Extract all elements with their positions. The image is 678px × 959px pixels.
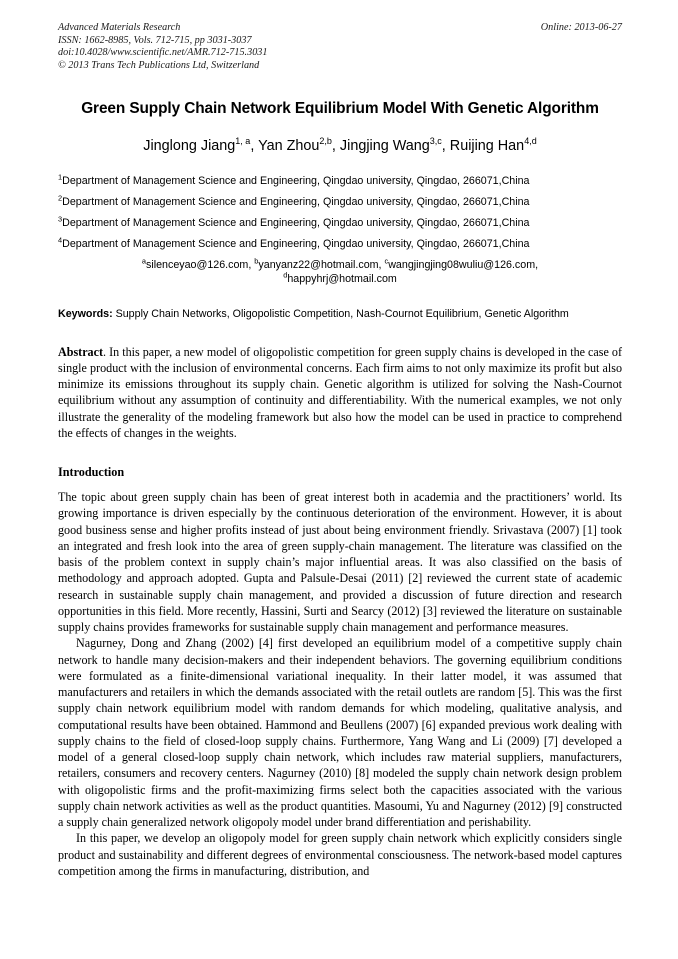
abstract-text: . In this paper, a new model of oligopolistic competition for green supply chains is developed in the case of single product with the inclusion of environmental concerns. Each firm aims to not only maximize its profit but also minimize its emissions throughout its supply chain. Genetic algorithm is utilized for solving the Nash-Cournot equilibrium without any assumption of continuity and differentiability. With the numerical examples, we not only illustrate the generality of the modeling framework but also how the model can be used in practice to comprehend the effects of changes in the weights.	[58, 344, 622, 440]
author-1	[143, 138, 250, 154]
section-heading-introduction: Introduction	[58, 465, 125, 479]
author-2	[258, 138, 332, 154]
affiliation-1	[58, 172, 622, 188]
affiliation-text: Department of Management Science and Engineering, Qingdao university, Qingdao, 266071,China	[62, 175, 530, 188]
abstract-label: Abstract	[58, 344, 104, 359]
affiliation-marker: 3	[58, 214, 63, 224]
email-marker: a	[141, 256, 146, 266]
affiliation-marker: 4	[58, 235, 63, 245]
author-3	[340, 138, 442, 154]
email-address[interactable]: silenceyao@126.com,	[146, 259, 255, 272]
affiliation-marker: 2	[58, 193, 63, 203]
doi-line: doi:10.4028/www.scientific.net/AMR.712-715.3031	[58, 47, 268, 59]
email-list	[58, 256, 622, 286]
author-list: Jinglong Jiang$^{1, a}$, Yan Zhou$^{2,b}$, Jingjing Wang$^{3,c}$, Ruijing Han$^{4,d}$	[143, 136, 537, 155]
author-name: Yan Zhou	[258, 138, 320, 155]
intro-paragraph-1: The topic about green supply chain has been of great interest both in academia and the practitioners’ world. Its growing importance is driven especially by the continuous deterioration of the environment. However, it is about good business sense and higher profits instead of just about being environment friendly. Srivastava (2007) [1] took an integrated and fresh look into the area of green supply-chain management. The literature was classified on the basis of the problem context in supply chain’s major influential areas. It was also classified on the basis of methodology and approach adopted. Gupta and Palsule-Desai (2011) [2] reviewed the current state of academic research in sustainable supply chain management, and provided a discussion of future direction and research opportunities in this field. More recently, Hassini, Surti and Searcy (2012) [3] reviewed the literature on sustainable supply chains provides frameworks for sustainable supply chain management and performance measures.	[58, 490, 622, 634]
author-affiliation-marker: 2,b	[319, 136, 332, 147]
issn-line: ISSN: 1662-8985, Vols. 712-715, pp 3031-3037	[58, 34, 252, 46]
affiliation-text: Department of Management Science and Engineering, Qingdao university, Qingdao, 266071,China	[62, 217, 530, 230]
keywords-label: Keywords:	[58, 308, 113, 321]
author-4	[450, 138, 537, 154]
page-title: Green Supply Chain Network Equilibrium Model With Genetic Algorithm	[81, 100, 599, 118]
copyright-line: © 2013 Trans Tech Publications Ltd, Switzerland	[58, 59, 260, 71]
author-affiliation-marker: 4,d	[524, 136, 537, 147]
affiliation-4	[58, 235, 622, 251]
keywords-block	[58, 308, 622, 322]
email-row-2	[58, 270, 622, 286]
affiliation-marker: 1	[58, 172, 63, 182]
running-head	[58, 22, 622, 72]
affiliation-3	[58, 214, 622, 230]
author-affiliation-marker: 1, a	[235, 136, 251, 147]
abstract-block	[58, 344, 622, 441]
online-date: Online: 2013-06-27	[540, 22, 622, 33]
affiliation-text: Department of Management Science and Engineering, Qingdao university, Qingdao, 266071,China	[62, 238, 530, 251]
email-address[interactable]: wangjingjing08wuliu@126.com,	[388, 259, 539, 272]
affiliation-2	[58, 193, 622, 209]
author-name: Ruijing Han	[449, 138, 525, 155]
author-name: Jingjing Wang	[339, 138, 430, 155]
email-address[interactable]: happyhrj@hotmail.com	[287, 272, 397, 285]
author-name: Jinglong Jiang	[143, 138, 236, 155]
intro-paragraph-2: Nagurney, Dong and Zhang (2002) [4] first developed an equilibrium model of a competitive supply chain network to handle many decision-makers and their independent behaviors. The governing equilibrium conditions were formulated as a finite-dimensional variational inequality. In their latter model, it was assumed that manufacturers and retailers in which the demands associated with the retail outlets are random [5]. This was the first supply chain network equilibrium model with random demands for which modeling, qualitative analysis, and computational results have been obtained. Hammond and Beullens (2007) [6] expanded previous work dealing with supply chains to the field of closed-loop supply chains. Furthermore, Yang Wang and Li (2009) [7] developed a model of a general closed-loop supply chain network, which includes raw material suppliers, manufacturers, retailers, consumers and recovery centers. Nagurney (2010) [8] modeled the supply chain network design problem with oligopolistic firms and the profit-maximizing firms select both the capacities associated with the various supply chain network activities as well as the product quantities. Masoumi, Yu and Nagurney (2012) [9] constructed a supply chain generalized network oligopoly model under brand differentiation and perishability.	[58, 636, 622, 829]
email-marker: d	[283, 270, 288, 280]
keywords-text: Supply Chain Networks, Oligopolistic Competition, Nash-Cournot Equilibrium, Genetic Algorithm	[112, 308, 569, 321]
email-marker: c	[384, 256, 389, 266]
email-row-1	[58, 256, 622, 272]
affiliation-text: Department of Management Science and Engineering, Qingdao university, Qingdao, 266071,China	[62, 196, 530, 209]
author-affiliation-marker: 3,c	[429, 136, 442, 147]
intro-paragraph-3: In this paper, we develop an oligopoly model for green supply chain network which explicitly considers single product and sustainability and different degrees of environmental consciousness. The network-based model captures competition among the firms in manufacturing, distribution, and	[58, 831, 622, 878]
affiliation-list	[58, 172, 622, 251]
email-address[interactable]: yanyanz22@hotmail.com,	[258, 259, 385, 272]
email-marker: b	[254, 256, 259, 266]
journal-name: Advanced Materials Research	[58, 22, 181, 33]
